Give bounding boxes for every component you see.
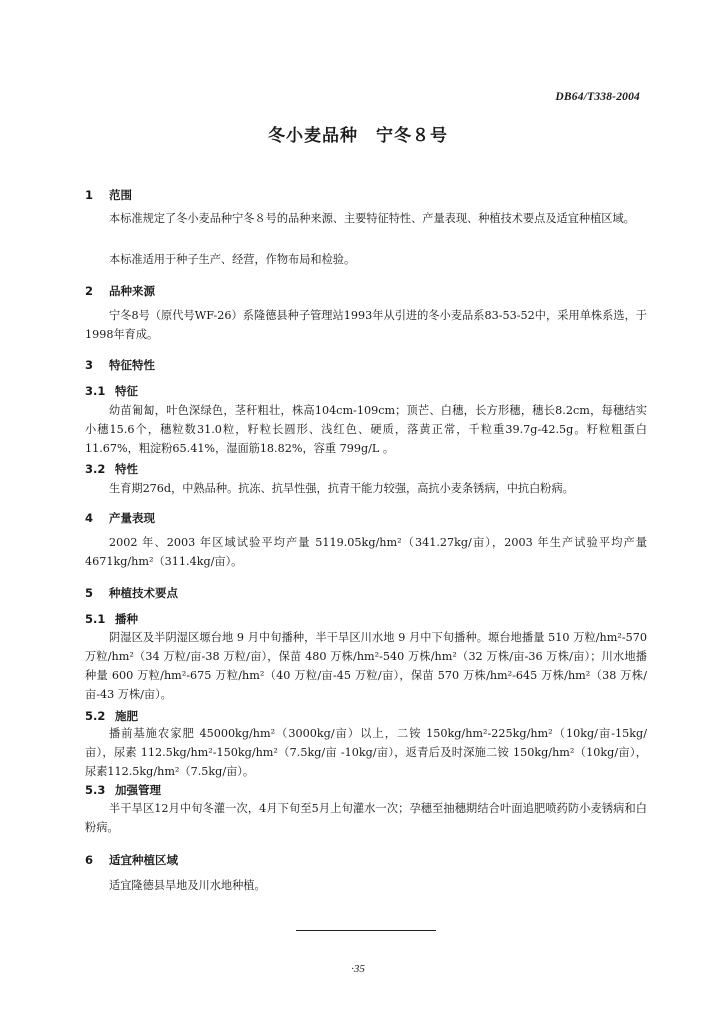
section-number: 5.2	[85, 709, 106, 723]
section-1-paragraph-2: 本标准适用于种子生产、经营，作物布局和检验。	[109, 253, 356, 266]
section-6-paragraph: 适宜隆德县旱地及川水地种植。	[109, 879, 266, 892]
section-number: 5.3	[85, 783, 106, 797]
section-5-heading	[85, 585, 178, 601]
section-number: 3.2	[85, 462, 106, 476]
section-number: 2	[85, 284, 94, 298]
section-number: 4	[85, 511, 94, 525]
section-1-heading	[85, 187, 132, 203]
section-3-heading	[85, 357, 155, 373]
section-4-heading	[85, 510, 155, 526]
section-5-3-heading	[85, 782, 161, 798]
section-title: 播种	[115, 612, 138, 626]
section-number: 1	[85, 188, 94, 202]
section-title: 施肥	[115, 709, 138, 723]
section-title: 范围	[109, 188, 132, 202]
section-title: 种植技术要点	[109, 586, 178, 600]
section-6-heading	[85, 852, 178, 868]
section-number: 6	[85, 853, 94, 867]
page-title: 冬小麦品种 宁冬８号	[268, 126, 448, 146]
section-number: 5	[85, 586, 94, 600]
section-title: 加强管理	[115, 783, 161, 797]
section-title: 品种来源	[109, 284, 155, 298]
section-5-1-paragraph: 阴湿区及半阴湿区塬台地 9 月中旬播种，半干旱区川水地 9 月中下旬播种。塬台地播量 510 万粒/hm²-570 万粒/hm²（34 万粒/亩-38 万粒/亩），保苗 480 万株/hm²-540 万株/hm²（32 万株/亩-36 万株/亩）；川水地播种量 600 万粒/hm²-675 万粒/hm²（40 万粒/亩-45 万粒/亩），保苗 570 万株/hm²-645 万株/hm²（38 万株/亩-43 万株/亩）。	[85, 631, 647, 701]
standard-code: DB64/T338-2004	[555, 91, 640, 103]
section-3-2-paragraph: 生育期276d，中熟品种。抗冻、抗旱性强，抗青干能力较强，高抗小麦条锈病，中抗白粉病。	[109, 482, 574, 495]
section-2-heading	[85, 283, 155, 299]
section-2-paragraph: 宁冬8号（原代号WF-26）系隆德县种子管理站1993年从引进的冬小麦品系83-53-52中，采用单株系选，于1998年育成。	[85, 309, 647, 341]
section-title: 特性	[115, 462, 138, 476]
section-number: 3	[85, 358, 94, 372]
section-number: 5.1	[85, 612, 106, 626]
section-5-3-paragraph: 半干旱区12月中旬冬灌一次，4月下旬至5月上旬灌水一次；孕穗至抽穗期结合叶面追肥喷药防小麦锈病和白粉病。	[85, 802, 647, 834]
section-5-2-paragraph: 播前基施农家肥 45000kg/hm²（3000kg/亩）以上，二铵 150kg/hm²-225kg/hm²（10kg/亩-15kg/亩），尿素 112.5kg/hm²-150kg/hm²（7.5kg/亩 -10kg/亩），返青后及时深施二铵 150kg/hm²（10kg/亩），尿素112.5kg/hm²（7.5kg/亩）。	[85, 727, 647, 778]
section-3-2-heading	[85, 461, 138, 477]
page-number: ·35	[351, 963, 365, 975]
section-5-1-heading	[85, 611, 138, 627]
section-5-2-heading	[85, 708, 138, 724]
section-3-1-paragraph: 幼苗匍匐，叶色深绿色，茎秆粗壮，株高104cm-109cm；顶芒、白穗，长方形穗，穗长8.2cm，每穗结实小穗15.6个，穗粒数31.0粒，籽粒长圆形、浅红色、硬质，落黄正常，千粒重39.7g-42.5g。籽粒粗蛋白11.67%，粗淀粉65.41%，湿面筋18.82%，容重 799g/L 。	[85, 404, 647, 455]
end-rule	[296, 930, 436, 931]
section-title: 产量表现	[109, 511, 155, 525]
section-title: 特征特性	[109, 358, 155, 372]
section-title: 特征	[115, 384, 138, 398]
section-number: 3.1	[85, 384, 106, 398]
section-4-paragraph: 2002 年、2003 年区域试验平均产量 5119.05kg/hm²（341.27kg/亩），2003 年生产试验平均产量4671kg/hm²（311.4kg/亩）。	[85, 536, 647, 568]
section-3-1-heading	[85, 383, 138, 399]
section-title: 适宜种植区域	[109, 853, 178, 867]
section-1-paragraph-1: 本标准规定了冬小麦品种宁冬８号的品种来源、主要特征特性、产量表现、种植技术要点及适宜种植区域。	[109, 212, 635, 225]
